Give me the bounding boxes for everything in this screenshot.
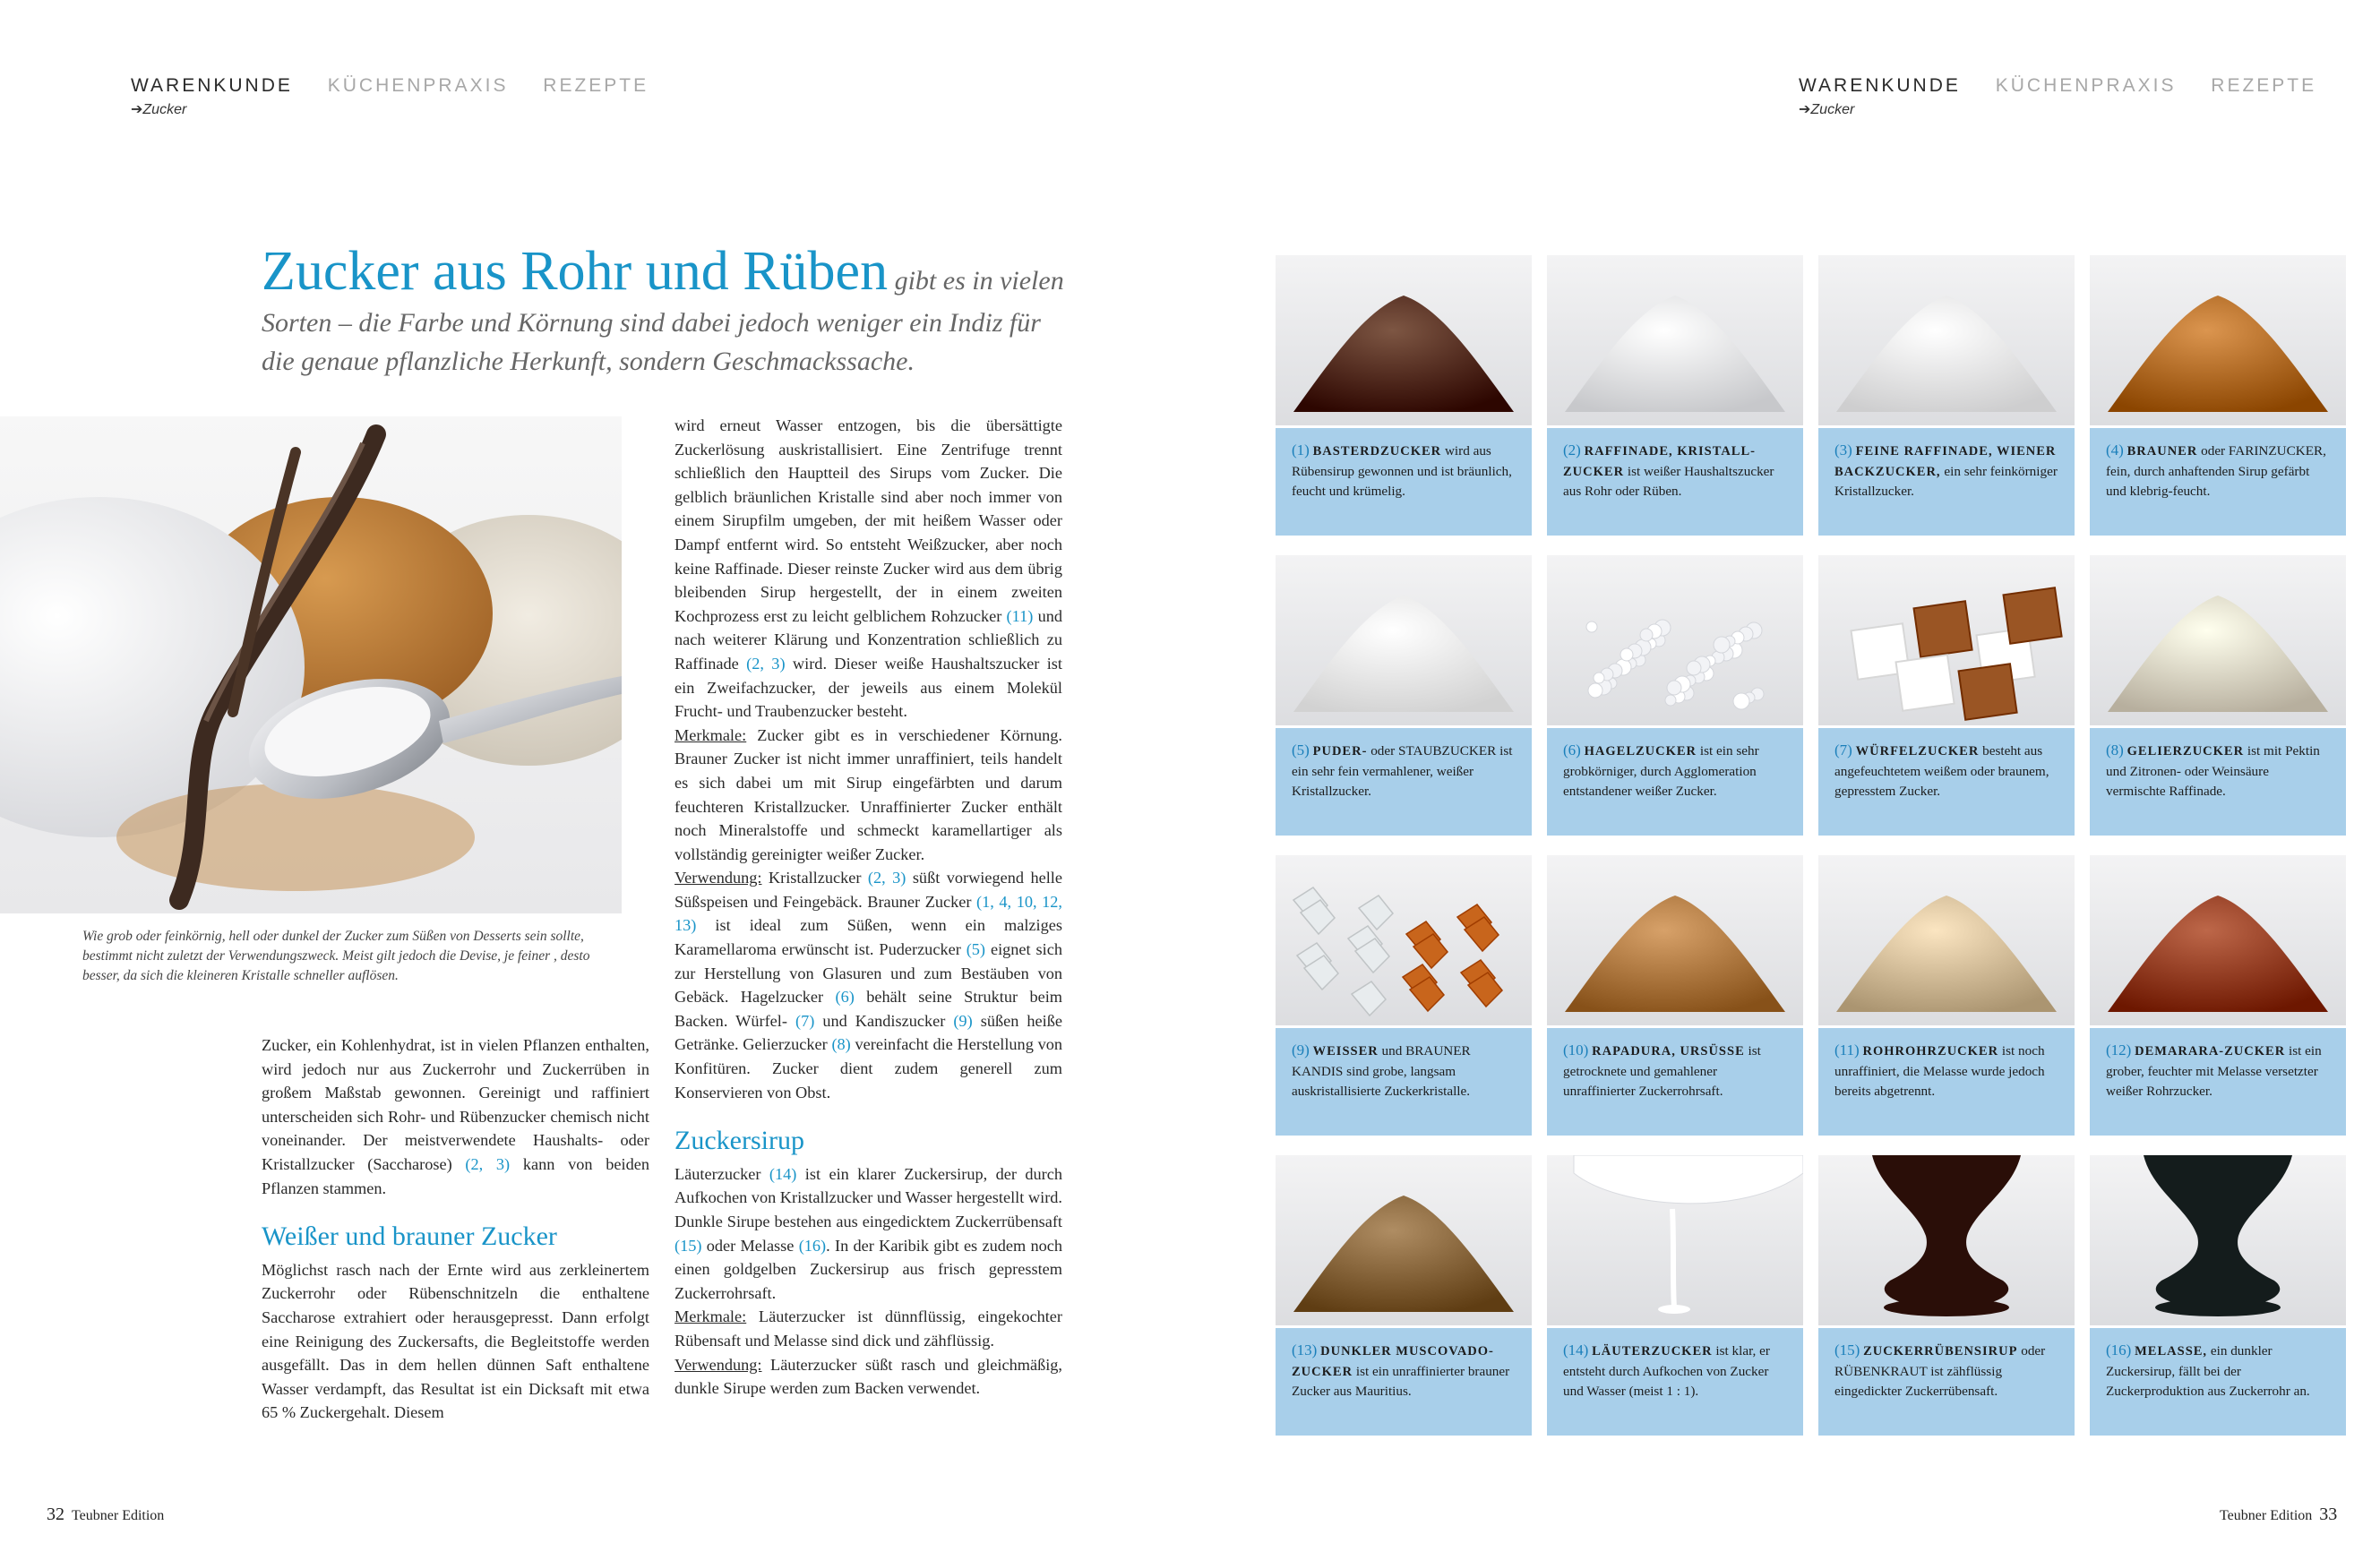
nav-kuechenpraxis[interactable]: KÜCHENPRAXIS xyxy=(327,75,509,96)
sugar-card-name: LÄUTERZUCKER xyxy=(1592,1344,1713,1359)
sugar-card-caption xyxy=(1276,1028,1532,1136)
sugar-card-image xyxy=(1547,1155,1803,1325)
sugar-sample-illustration xyxy=(1276,555,1532,725)
sugar-card xyxy=(1547,1155,1803,1436)
sugar-card-description: ist klar, er entsteht durch Aufkochen von Zucker und Wasser (meist 1 : 1). xyxy=(1563,1343,1770,1399)
sugar-card-image xyxy=(1818,255,2075,425)
sugar-card-image xyxy=(2090,255,2346,425)
sugar-card-name: BRAUNER xyxy=(2127,444,2198,459)
syrup-text: Läuterzucker xyxy=(674,1164,769,1183)
ref-link[interactable]: (14) xyxy=(769,1164,797,1183)
ref-link[interactable]: (5) xyxy=(966,940,986,959)
features-label: Merkmale: xyxy=(674,725,747,744)
sugar-card xyxy=(2090,1155,2346,1436)
sugar-card-number: (13) xyxy=(1292,1341,1318,1359)
ref-link[interactable]: (6) xyxy=(835,988,855,1007)
sugar-card-name: GELIERZUCKER xyxy=(2127,744,2245,759)
sugar-card-number: (16) xyxy=(2106,1341,2132,1359)
sugar-card-number: (15) xyxy=(1834,1341,1860,1359)
sugar-sample-illustration xyxy=(1818,1155,2075,1325)
sugar-card xyxy=(2090,555,2346,836)
sugar-card-description: ist mit Pektin und Zitronen- oder Weinsäure vermischte Raffinade. xyxy=(2106,743,2320,799)
sugar-card-image xyxy=(1547,555,1803,725)
sugar-card-description: oder FARINZUCKER, fein, durch anhaftenden Sirup gefärbt und klebrig-feucht. xyxy=(2106,443,2326,499)
nav-warenkunde[interactable]: WARENKUNDE xyxy=(131,75,293,96)
sugar-card-number: (14) xyxy=(1563,1341,1589,1359)
sugar-card-caption xyxy=(2090,428,2346,536)
sugar-card xyxy=(2090,255,2346,536)
ref-link[interactable]: (9) xyxy=(953,1011,973,1030)
sugar-card-caption xyxy=(1276,728,1532,836)
sugar-card-number: (2) xyxy=(1563,441,1581,459)
features-text: Zucker gibt es in verschiedener Körnung. Brauner Zucker ist nicht immer unraffiniert, teils handelt es sich dabei um mit Sirup eingefärbten und darum feuchteren Kristallzucker. Unraffinierter Zucker enthält noch Mineralstoffe und schmeckt karamellartiger als vollständig gereinigter weißer Zucker. xyxy=(674,725,1062,863)
intro-text-b: kann von beiden Pflanzen stammen. xyxy=(262,1154,649,1197)
sugar-card-description: ist getrocknete und gemahlener unraffinierter Zuckerrohrsaft. xyxy=(1563,1043,1761,1099)
left-footer xyxy=(47,1504,164,1525)
syrup-paragraph xyxy=(674,1162,1062,1306)
sugar-card-description: ein sehr feinkörniger Kristallzucker. xyxy=(1834,463,2058,499)
sugar-card-image xyxy=(1276,1155,1532,1325)
sugar-card xyxy=(1276,855,1532,1136)
page-number-left: 32 xyxy=(47,1504,64,1524)
sugar-spoon-vanilla-illustration xyxy=(0,416,622,913)
sugar-card-number: (5) xyxy=(1292,741,1310,759)
sugar-card-image xyxy=(1818,855,2075,1025)
sugar-card-name: RAPADURA, URSÜSSE xyxy=(1592,1044,1745,1059)
footer-brand-left: Teubner Edition xyxy=(72,1508,165,1523)
syrup-features-text: Läuterzucker ist dünnflüssig, eingekochter Rübensaft und Melasse sind dick und zähflüssig. xyxy=(674,1307,1062,1350)
ref-link[interactable]: (1, 4, 10, 12, 13) xyxy=(674,892,1062,935)
usage-label: Verwendung: xyxy=(674,1355,762,1374)
sugar-card-caption xyxy=(1818,1328,2075,1436)
nav-warenkunde-right[interactable]: WARENKUNDE xyxy=(1799,75,1961,96)
sugar-card-name: WÜRFELZUCKER xyxy=(1855,744,1980,759)
sugar-card-image xyxy=(2090,1155,2346,1325)
sugar-card-image xyxy=(1276,555,1532,725)
sugar-card-name: DUNKLER MUSCOVADO-ZUCKER xyxy=(1292,1344,1494,1379)
sugar-card-caption xyxy=(2090,728,2346,836)
sugar-card xyxy=(1547,555,1803,836)
sugar-card-description: ist weißer Haushaltszucker aus Rohr oder Rüben. xyxy=(1563,463,1774,499)
usage-text: süßen heiße Getränke. Gelierzucker xyxy=(674,1011,1062,1054)
sugar-card xyxy=(1818,255,2075,536)
right-nav xyxy=(1799,75,2343,97)
sugar-card-number: (9) xyxy=(1292,1041,1310,1059)
sugar-sample-illustration xyxy=(1276,1155,1532,1325)
sugar-sample-illustration xyxy=(2090,855,2346,1025)
ref-link[interactable]: (15) xyxy=(674,1236,702,1255)
sugar-card-image xyxy=(1276,855,1532,1025)
sugar-card-number: (6) xyxy=(1563,741,1581,759)
section-heading-zuckersirup: Zuckersirup xyxy=(674,1126,804,1156)
sugar-sample-illustration xyxy=(1276,255,1532,425)
sugar-card-number: (1) xyxy=(1292,441,1310,459)
sugar-card-number: (8) xyxy=(2106,741,2124,759)
sugar-card xyxy=(1818,1155,2075,1436)
syrup-text: . In der Karibik gibt es zudem noch einen goldgelben Zuckersirup aus frisch gepresstem Zuckerrohrsaft. xyxy=(674,1236,1062,1302)
sugar-card-description: besteht aus angefeuchtetem weißem oder braunem, gepresstem Zucker. xyxy=(1834,743,2049,799)
syrup-text: oder Melasse xyxy=(701,1236,799,1255)
sugar-card-description: oder RÜBENKRAUT ist zähflüssig eingedickter Zuckerrübensaft. xyxy=(1834,1343,2046,1399)
sugar-card-number: (12) xyxy=(2106,1041,2132,1059)
sugar-sample-illustration xyxy=(1818,555,2075,725)
sugar-sample-illustration xyxy=(1276,855,1532,1025)
nav-kuechenpraxis-right[interactable]: KÜCHENPRAXIS xyxy=(1995,75,2177,96)
ref-link[interactable]: (2, 3) xyxy=(746,654,786,673)
sugar-card-number: (10) xyxy=(1563,1041,1589,1059)
sugar-card-image xyxy=(1547,255,1803,425)
sugar-card-name: ROHROHRZUCKER xyxy=(1862,1044,1999,1059)
sugar-card-name: FEINE RAFFINADE, WIENER BACKZUCKER, xyxy=(1834,444,2057,479)
sugar-card-caption xyxy=(1818,1028,2075,1136)
sugar-card xyxy=(1276,555,1532,836)
ref-link[interactable]: (2, 3) xyxy=(867,869,906,887)
sugar-card-number: (7) xyxy=(1834,741,1852,759)
sugar-card-name: HAGELZUCKER xyxy=(1584,744,1697,759)
sugar-card-description: ein dunkler Zuckersirup, fällt bei der Zuckerproduktion aus Zuckerrohr an. xyxy=(2106,1343,2310,1399)
sugar-card-description: oder STAUBZUCKER ist ein sehr fein vermahlener, weißer Kristallzucker. xyxy=(1292,743,1513,799)
sugar-card-caption xyxy=(1547,728,1803,836)
sugar-card-caption xyxy=(1818,428,2075,536)
nav-rezepte[interactable]: REZEPTE xyxy=(543,75,649,96)
text-column-1 xyxy=(262,1033,649,1425)
sugar-card xyxy=(1276,1155,1532,1436)
sugar-card-caption xyxy=(1818,728,2075,836)
usage-paragraph xyxy=(674,866,1062,1104)
sugar-card-caption xyxy=(1276,1328,1532,1436)
sugar-card-image xyxy=(1818,1155,2075,1325)
right-breadcrumb[interactable]: ➔Zucker xyxy=(1799,102,1855,117)
text-column-2 xyxy=(674,414,1062,1401)
sugar-card-description: ist ein sehr grobkörniger, durch Agglomeration entstandener weißer Zucker. xyxy=(1563,743,1759,799)
left-breadcrumb[interactable]: ➔Zucker xyxy=(131,102,187,117)
section-heading-weiss-braun: Weißer und brauner Zucker xyxy=(262,1221,557,1252)
usage-text: eignet sich zur Herstellung von Glasuren und zum Bestäuben von Gebäck. Hagelzucker xyxy=(674,940,1062,1007)
features-label: Merkmale: xyxy=(674,1307,747,1326)
sugar-card-number: (4) xyxy=(2106,441,2124,459)
sugar-card-caption xyxy=(1547,1328,1803,1436)
sugar-card xyxy=(1547,255,1803,536)
refining-paragraph xyxy=(674,414,1062,724)
sugar-sample-illustration xyxy=(1547,1155,1803,1325)
usage-text: Kristallzucker xyxy=(761,869,868,887)
footer-brand-right: Teubner Edition xyxy=(2220,1508,2313,1523)
syrup-features-paragraph xyxy=(674,1305,1062,1352)
headline xyxy=(262,240,1068,381)
intro-paragraph xyxy=(262,1033,649,1200)
page-title: Zucker aus Rohr und Rüben xyxy=(262,241,889,302)
sugar-card-name: ZUCKERRÜBENSIRUP xyxy=(1863,1344,2018,1359)
sugar-sample-illustration xyxy=(2090,555,2346,725)
features-paragraph xyxy=(674,724,1062,867)
ref-link[interactable]: (8) xyxy=(831,1035,851,1054)
production-paragraph: Möglichst rasch nach der Ernte wird aus zerkleinertem Zuckerrohr oder Rübenschnitzeln die enthaltene Saccharose extrahiert oder herausgepresst. Dann erfolgt eine Reinigung des Zuckersafts, die Begleitstoffe werden ausgefällt. Das in dem hellen dünnen Saft enthaltene Wasser verdampft, das Resultat ist ein Dicksaft mit etwa 65 % Zuckergehalt. Diesem xyxy=(262,1260,649,1422)
page-subtitle: gibt es in vielen Sorten – die Farbe und Körnung sind dabei jedoch weniger ein Indiz für die genaue pflanzliche Herkunft, sondern Geschmackssache. xyxy=(262,266,1064,376)
sugar-card-caption xyxy=(1547,1028,1803,1136)
sugar-card xyxy=(2090,855,2346,1136)
sugar-card-number: (11) xyxy=(1834,1041,1860,1059)
usage-text: behält seine Struktur beim Backen. Würfel- xyxy=(674,988,1062,1030)
sugar-card-image xyxy=(2090,855,2346,1025)
sugar-card-name: MELASSE, xyxy=(2135,1344,2208,1359)
sugar-sample-illustration xyxy=(1818,855,2075,1025)
syrup-usage-text: Läuterzucker süßt rasch und gleichmäßig, dunkle Sirupe werden zum Backen verwendet. xyxy=(674,1355,1062,1398)
ref-link[interactable]: (2, 3) xyxy=(465,1154,511,1173)
sugar-card-caption xyxy=(2090,1328,2346,1436)
sugar-sample-illustration xyxy=(1547,255,1803,425)
nav-rezepte-right[interactable]: REZEPTE xyxy=(2211,75,2317,96)
usage-text: süßt vorwiegend helle Süßspeisen und Feingebäck. Brauner Zucker xyxy=(674,869,1062,911)
sugar-card-image xyxy=(2090,555,2346,725)
sugar-card-description: ist noch unraffiniert, die Melasse wurde jedoch bereits abgetrennt. xyxy=(1834,1043,2045,1099)
sugar-sample-illustration xyxy=(1818,255,2075,425)
usage-label: Verwendung: xyxy=(674,869,762,887)
syrup-usage-paragraph xyxy=(674,1353,1062,1401)
sugar-sample-illustration xyxy=(1547,555,1803,725)
sugar-sample-illustration xyxy=(1547,855,1803,1025)
refining-text-c: wird. Dieser weiße Haushaltszucker ist ein Zweifachzucker, der jeweils aus einem Molekül Frucht- und Traubenzucker besteht. xyxy=(674,654,1062,721)
intro-text-a: Zucker, ein Kohlenhydrat, ist in vielen Pflanzen enthalten, wird jedoch nur aus Zuckerrohr und Zuckerrüben in großem Maßstab gewonnen. Gereinigt und raffiniert unterscheiden sich Rohr- und Rübenzucker chemisch nicht voneinander. Der meistverwendete Haushalts- oder Kristallzucker (Saccharose) xyxy=(262,1036,649,1173)
ref-link[interactable]: (11) xyxy=(1006,606,1034,625)
hero-caption: Wie grob oder feinkörnig, hell oder dunkel der Zucker zum Süßen von Desserts sein sollte, bestimmt nicht zuletzt der Verwendungszweck. Meist gilt jedoch die Devise, je feiner , desto besser, da sich die kleineren Kristalle schneller auflösen. xyxy=(82,929,590,983)
sugar-card-description: ist ein unraffinierter brauner Zucker aus Mauritius. xyxy=(1292,1363,1510,1399)
sugar-card-name: BASTERDZUCKER xyxy=(1312,444,1442,459)
right-footer xyxy=(2220,1504,2337,1525)
sugar-card-image xyxy=(1547,855,1803,1025)
usage-text: ist ideal zum Süßen, wenn ein malziges Karamellaroma erwünscht ist. Puderzucker xyxy=(674,916,1062,959)
sugar-card xyxy=(1818,555,2075,836)
sugar-sample-illustration xyxy=(2090,1155,2346,1325)
sugar-card-image xyxy=(1818,555,2075,725)
sugar-card xyxy=(1276,255,1532,536)
sugar-card-name: RAFFINADE, KRISTALL-ZUCKER xyxy=(1563,444,1756,479)
sugar-card-name: PUDER- xyxy=(1312,744,1368,759)
sugar-card-description: ist ein grober, feuchter mit Melasse versetzter weißer Rohrzucker. xyxy=(2106,1043,2322,1099)
sugar-card-image xyxy=(1276,255,1532,425)
sugar-card-number: (3) xyxy=(1834,441,1852,459)
sugar-card-caption xyxy=(1547,428,1803,536)
ref-link[interactable]: (7) xyxy=(795,1011,815,1030)
sugar-card xyxy=(1547,855,1803,1136)
sugar-card-name: WEISSER xyxy=(1312,1044,1379,1059)
left-nav xyxy=(131,75,675,97)
hero-photo xyxy=(0,416,622,913)
sugar-card-name: DEMARARA-ZUCKER xyxy=(2135,1044,2286,1059)
refining-text-a: wird erneut Wasser entzogen, bis die übersättigte Zuckerlösung auskristallisiert. Eine Zentrifuge trennt schließlich den Hauptteil des Sirups vom Zucker. Die gelblich bräunlichen Kristalle sind aber noch immer von einem Sirupfilm umgeben, der mit heißem Wasser oder Dampf entfernt wird. So entsteht Weißzucker, aber noch keine Raffinade. Dieser reinste Zucker wird aus dem übrig bleibenden Sirup hergestellt, der in einem zweiten Kochprozess erst zu leicht gelblichem Rohzucker xyxy=(674,416,1062,625)
sugar-card-caption xyxy=(1276,428,1532,536)
syrup-text: ist ein klarer Zuckersirup, der durch Aufkochen von Kristallzucker und Wasser hergestellt wird. Dunkle Sirupe bestehen aus eingedicktem Zuckerrübensaft xyxy=(674,1164,1063,1230)
ref-link[interactable]: (16) xyxy=(798,1236,827,1255)
refining-text-b: und nach weiterer Klärung und Konzentration schließlich zu Raffinade xyxy=(674,606,1062,673)
usage-text: vereinfacht die Herstellung von Konfitüren. Zucker dient zudem generell zum Konservieren von Obst. xyxy=(674,1035,1062,1101)
page-number-right: 33 xyxy=(2319,1504,2338,1524)
sugar-card-description: und BRAUNER KANDIS sind grobe, langsam auskristallisierte Zuckerkristalle. xyxy=(1292,1043,1471,1099)
sugar-card-caption xyxy=(2090,1028,2346,1136)
sugar-sample-illustration xyxy=(2090,255,2346,425)
sugar-card xyxy=(1818,855,2075,1136)
usage-text: und Kandiszucker xyxy=(814,1011,954,1030)
sugar-card-description: wird aus Rübensirup gewonnen und ist bräunlich, feucht und krümelig. xyxy=(1292,443,1512,499)
